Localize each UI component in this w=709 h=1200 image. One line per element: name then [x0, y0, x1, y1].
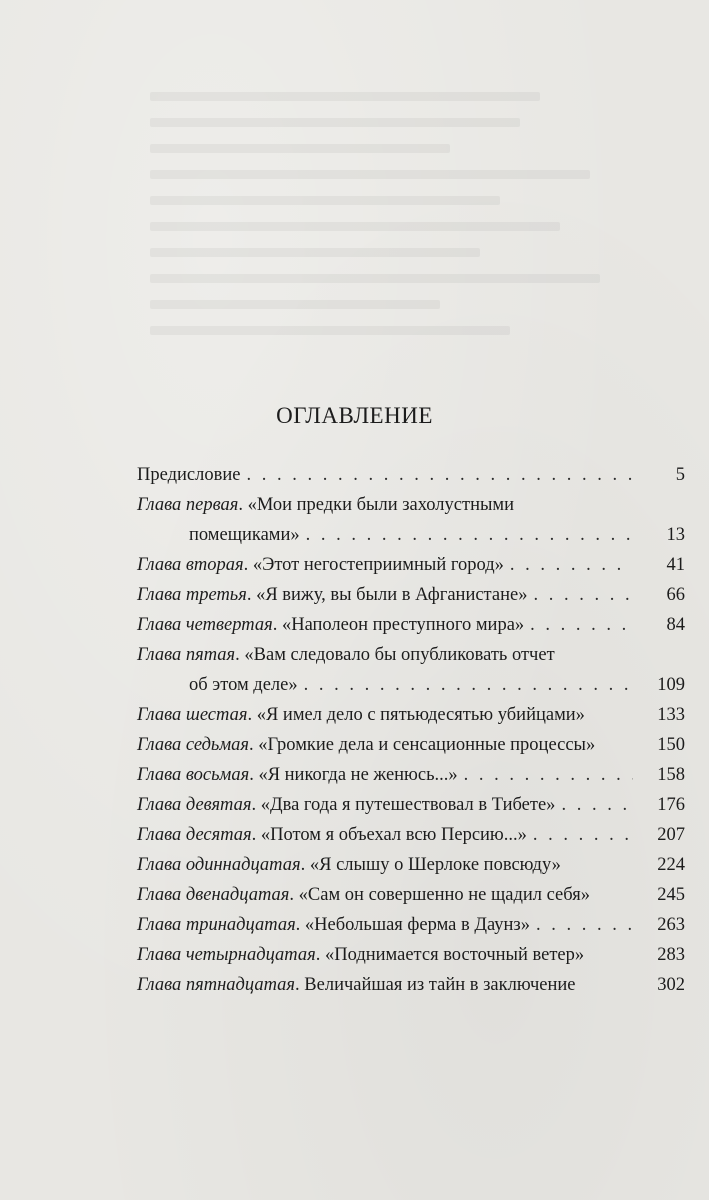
chapter-title: «Потом я объехал всю Персию...» [260, 825, 527, 845]
toc-entry[interactable]: Глава одиннадцатая. «Я слышу о Шерлоке повсюду» 224 [137, 850, 685, 880]
toc-entry[interactable]: Глава девятая. «Два года я путешествовал в Тибете» . . . 176 [137, 790, 685, 820]
chapter-title: «Мои предки были захолустными [247, 495, 515, 515]
page-number: 263 [657, 915, 685, 935]
dot-leader [536, 910, 633, 940]
chapter-title: «Этот негостеприимный город» [252, 555, 504, 575]
chapter-number: Глава седьмая [137, 735, 250, 755]
toc-entry[interactable]: Глава седьмая. «Громкие дела и сенсационные процессы» 150 [137, 730, 685, 760]
page-number: 109 [657, 675, 685, 695]
toc-heading: ОГЛАВЛЕНИЕ [276, 403, 433, 428]
page-number: 84 [666, 615, 685, 635]
dot-leader [510, 550, 633, 580]
toc-entry[interactable]: Глава четырнадцатая. «Поднимается восточный ветер» 283 [137, 940, 685, 970]
chapter-number: Глава пятнадцатая [137, 975, 296, 995]
chapter-number: Глава вторая [137, 555, 244, 575]
chapter-number: Глава шестая [137, 705, 248, 725]
page-number: 66 [666, 585, 685, 605]
chapter-title: «Два года я путешествовал в Тибете» [260, 795, 556, 815]
chapter-title: «Я слышу о Шерлоке повсюду» [309, 855, 561, 875]
toc-entry[interactable]: Глава первая. «Мои предки были захолустными помещиками» . . . 13 [137, 490, 685, 550]
chapter-title-continued: помещиками» [189, 525, 300, 545]
chapter-number: Глава пятая [137, 645, 236, 665]
page-number: 150 [657, 735, 685, 755]
chapter-title: «Сам он совершенно не щадил себя» [298, 885, 590, 905]
page-number: 5 [675, 465, 685, 485]
chapter-number: Глава восьмая [137, 765, 250, 785]
chapter-title-continued: об этом деле» [189, 675, 298, 695]
dot-leader [304, 670, 633, 700]
toc-entry[interactable]: Глава восьмая. «Я никогда не женюсь...» . . . 158 [137, 760, 685, 790]
chapter-number: Глава двенадцатая [137, 885, 290, 905]
toc-entry[interactable]: Глава шестая. «Я имел дело с пятьюдесятью убийцами» 133 [137, 700, 685, 730]
chapter-number: Глава первая [137, 495, 239, 515]
chapter-number: Глава четырнадцатая [137, 945, 316, 965]
toc-entry[interactable]: Глава пятнадцатая. Величайшая из тайн в заключение 302 [137, 970, 685, 1000]
dot-leader [464, 760, 633, 790]
chapter-title: «Я вижу, вы были в Афганистане» [256, 585, 528, 605]
chapter-title: Предисловие [137, 465, 241, 485]
chapter-number: Глава десятая [137, 825, 252, 845]
page-number: 41 [666, 555, 685, 575]
dot-leader [246, 460, 633, 490]
toc-entry[interactable]: Глава десятая. «Потом я объехал всю Персию...» . . . 207 [137, 820, 685, 850]
dot-leader [561, 790, 633, 820]
dot-leader [530, 610, 633, 640]
toc-entry[interactable]: Глава вторая. «Этот негостеприимный город» . . . 41 [137, 550, 685, 580]
dot-leader [533, 820, 633, 850]
chapter-title: «Я никогда не женюсь...» [258, 765, 458, 785]
toc-entry[interactable]: Глава пятая. «Вам следовало бы опубликовать отчет об этом деле» . . . 109 [137, 640, 685, 700]
chapter-title: «Я имел дело с пятьюдесятью убийцами» [256, 705, 585, 725]
chapter-title: «Вам следовало бы опубликовать отчет [244, 645, 555, 665]
chapter-title: «Небольшая ферма в Даунз» [304, 915, 530, 935]
page-number: 224 [657, 855, 685, 875]
dot-leader [306, 520, 633, 550]
chapter-title: Величайшая из тайн в заключение [304, 975, 576, 995]
chapter-number: Глава третья [137, 585, 247, 605]
chapter-number: Глава девятая [137, 795, 252, 815]
chapter-number: Глава тринадцатая [137, 915, 296, 935]
page-number: 176 [657, 795, 685, 815]
dot-leader [533, 580, 633, 610]
chapter-title: «Громкие дела и сенсационные процессы» [258, 735, 596, 755]
page-number: 207 [657, 825, 685, 845]
toc-entry[interactable] [137, 460, 685, 490]
page-number: 302 [657, 975, 685, 995]
toc-entry[interactable]: Глава тринадцатая. «Небольшая ферма в Даунз» . . . 263 [137, 910, 685, 940]
toc-entry[interactable]: Глава двенадцатая. «Сам он совершенно не щадил себя» 245 [137, 880, 685, 910]
chapter-number: Глава одиннадцатая [137, 855, 301, 875]
chapter-number: Глава четвертая [137, 615, 273, 635]
table-of-contents [137, 460, 685, 1000]
page-number: 245 [657, 885, 685, 905]
toc-entry[interactable]: Глава четвертая. «Наполеон преступного мира» . . . 84 [137, 610, 685, 640]
page-number: 13 [666, 525, 685, 545]
page-number: 158 [657, 765, 685, 785]
chapter-title: «Поднимается восточный ветер» [325, 945, 585, 965]
toc-entry[interactable]: Глава третья. «Я вижу, вы были в Афганистане» . . . 66 [137, 580, 685, 610]
show-through-text [150, 92, 650, 372]
chapter-title: «Наполеон преступного мира» [281, 615, 525, 635]
page-number: 133 [657, 705, 685, 725]
page-number: 283 [657, 945, 685, 965]
